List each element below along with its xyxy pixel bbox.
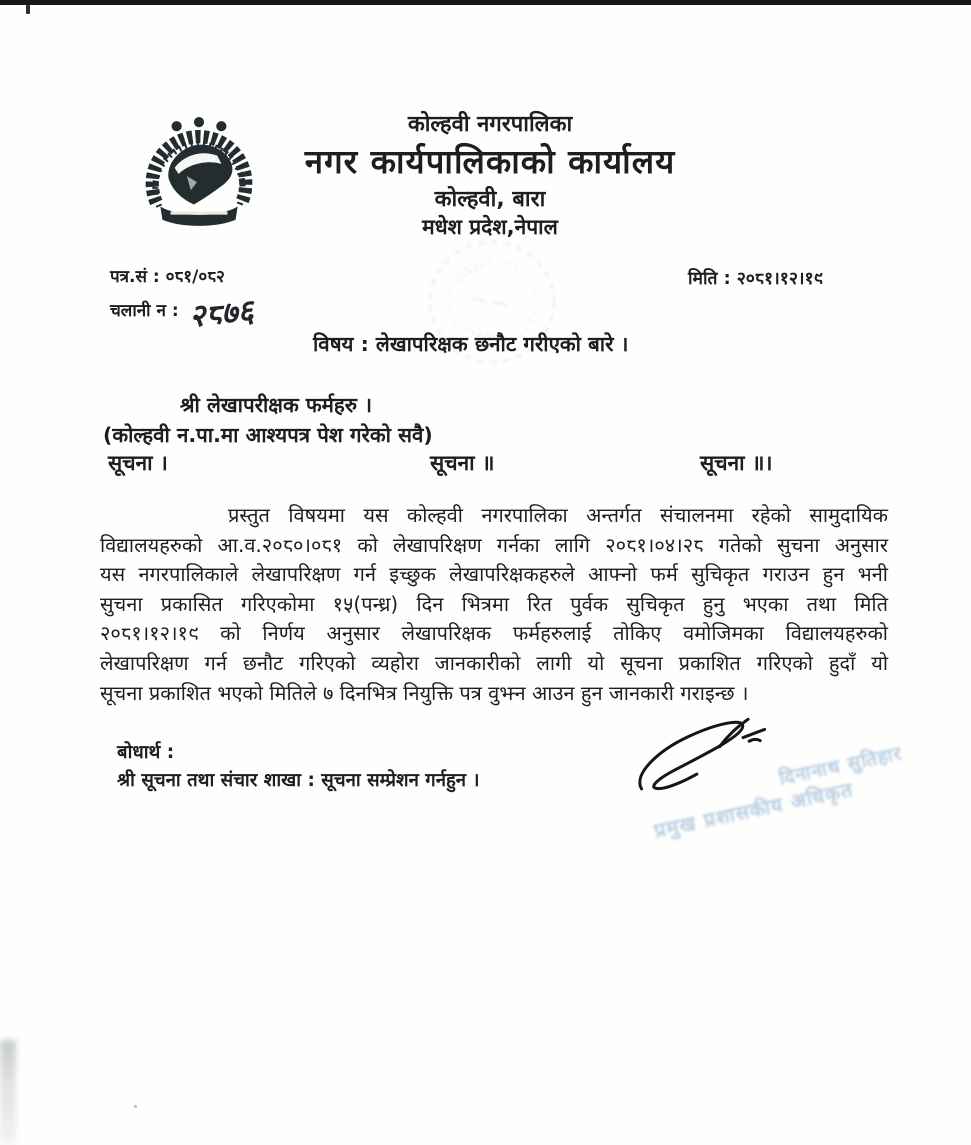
addressee-line: श्री लेखापरीक्षक फर्महरु । xyxy=(180,393,372,417)
body-line: सुचना प्रकासित गरिएकोमा १५(पन्ध्र) दिन भित्रमा रित पुर्वक सुचिकृत हुनु भएका तथा मिति xyxy=(100,591,888,616)
letterhead xyxy=(240,112,740,239)
body-line: प्रस्तुत विषयमा यस कोल्हवी नगरपालिका अन्तर्गत संचालनमा रहेको सामुदायिक xyxy=(228,503,888,527)
ref-number-line: पत्र.सं : ०८१/०८२ xyxy=(110,267,225,287)
scan-edge-smudge xyxy=(0,1040,16,1145)
blue-stamp-title: प्रमुख प्रशासकीय अधिकृत xyxy=(651,777,856,843)
body-line: लेखापरिक्षण गर्न छनौट गरिएको व्यहोरा जानकारीको लागी यो सूचना प्रकाशित गरिएको हुदाँ यो xyxy=(100,650,888,675)
body-line: २०८१।१२।१९ को निर्णय अनुसार लेखापरिक्षक फर्महरुलाई तोकिए वमोजिमका विद्यालयहरुको xyxy=(100,621,888,646)
scan-artifact-mark xyxy=(26,5,30,14)
chalani-label: चलानी न : xyxy=(110,301,179,321)
body-line: सूचना प्रकाशित भएको मितिले ७ दिनभित्र नियुक्ति पत्र वुझ्न आउन हुन जानकारी गराइन्छ । xyxy=(100,680,749,705)
chalani-number-handwritten: २८७६ xyxy=(187,293,255,335)
subject-line: विषय : लेखापरिक्षक छनौट गरीएको बारे । xyxy=(313,332,629,356)
body-line: विद्यालयहरुको आ.व.२०८०।०८१ को लेखापरिक्षण गर्नका लागि २०८१।०४।२८ गतेको सुचना अनुसार xyxy=(100,532,888,557)
body-line: यस नगरपालिकाले लेखापरिक्षण गर्न इच्छुक लेखापरिक्षकहरुले आफ्नो फर्म सुचिकृत गराउन हुन भनी xyxy=(100,562,888,587)
notice-marker-2: सूचना ॥ xyxy=(430,451,495,475)
notice-marker-3: सूचना ॥। xyxy=(700,451,773,475)
blue-stamp-name: दिनानाथ सुतिहार xyxy=(777,742,905,790)
province-line: मधेश प्रदेश,नेपाल xyxy=(422,214,558,239)
cc-line: श्री सूचना तथा संचार शाखा : सूचना सम्प्रेशन गर्नहुन । xyxy=(117,770,480,791)
addressee-note-line: (कोल्हवी न.पा.मा आश्यपत्र पेश गरेको सवै) xyxy=(103,423,433,447)
scan-top-border xyxy=(0,0,971,5)
office-name: नगर कार्यपालिकाको कार्यालय xyxy=(304,142,676,182)
scan-dot-artifact xyxy=(134,1105,137,1108)
letter-body xyxy=(100,501,888,708)
bodartha-label: बोधार्थ : xyxy=(117,742,175,763)
municipality-name: कोल्हवी नगरपालिका xyxy=(407,112,573,137)
notice-marker-1: सूचना । xyxy=(108,451,168,475)
office-address: कोल्हवी, बारा xyxy=(434,187,546,213)
date-line: मिति : २०८१।१२।१९ xyxy=(688,269,823,289)
chalani-line xyxy=(110,292,253,334)
